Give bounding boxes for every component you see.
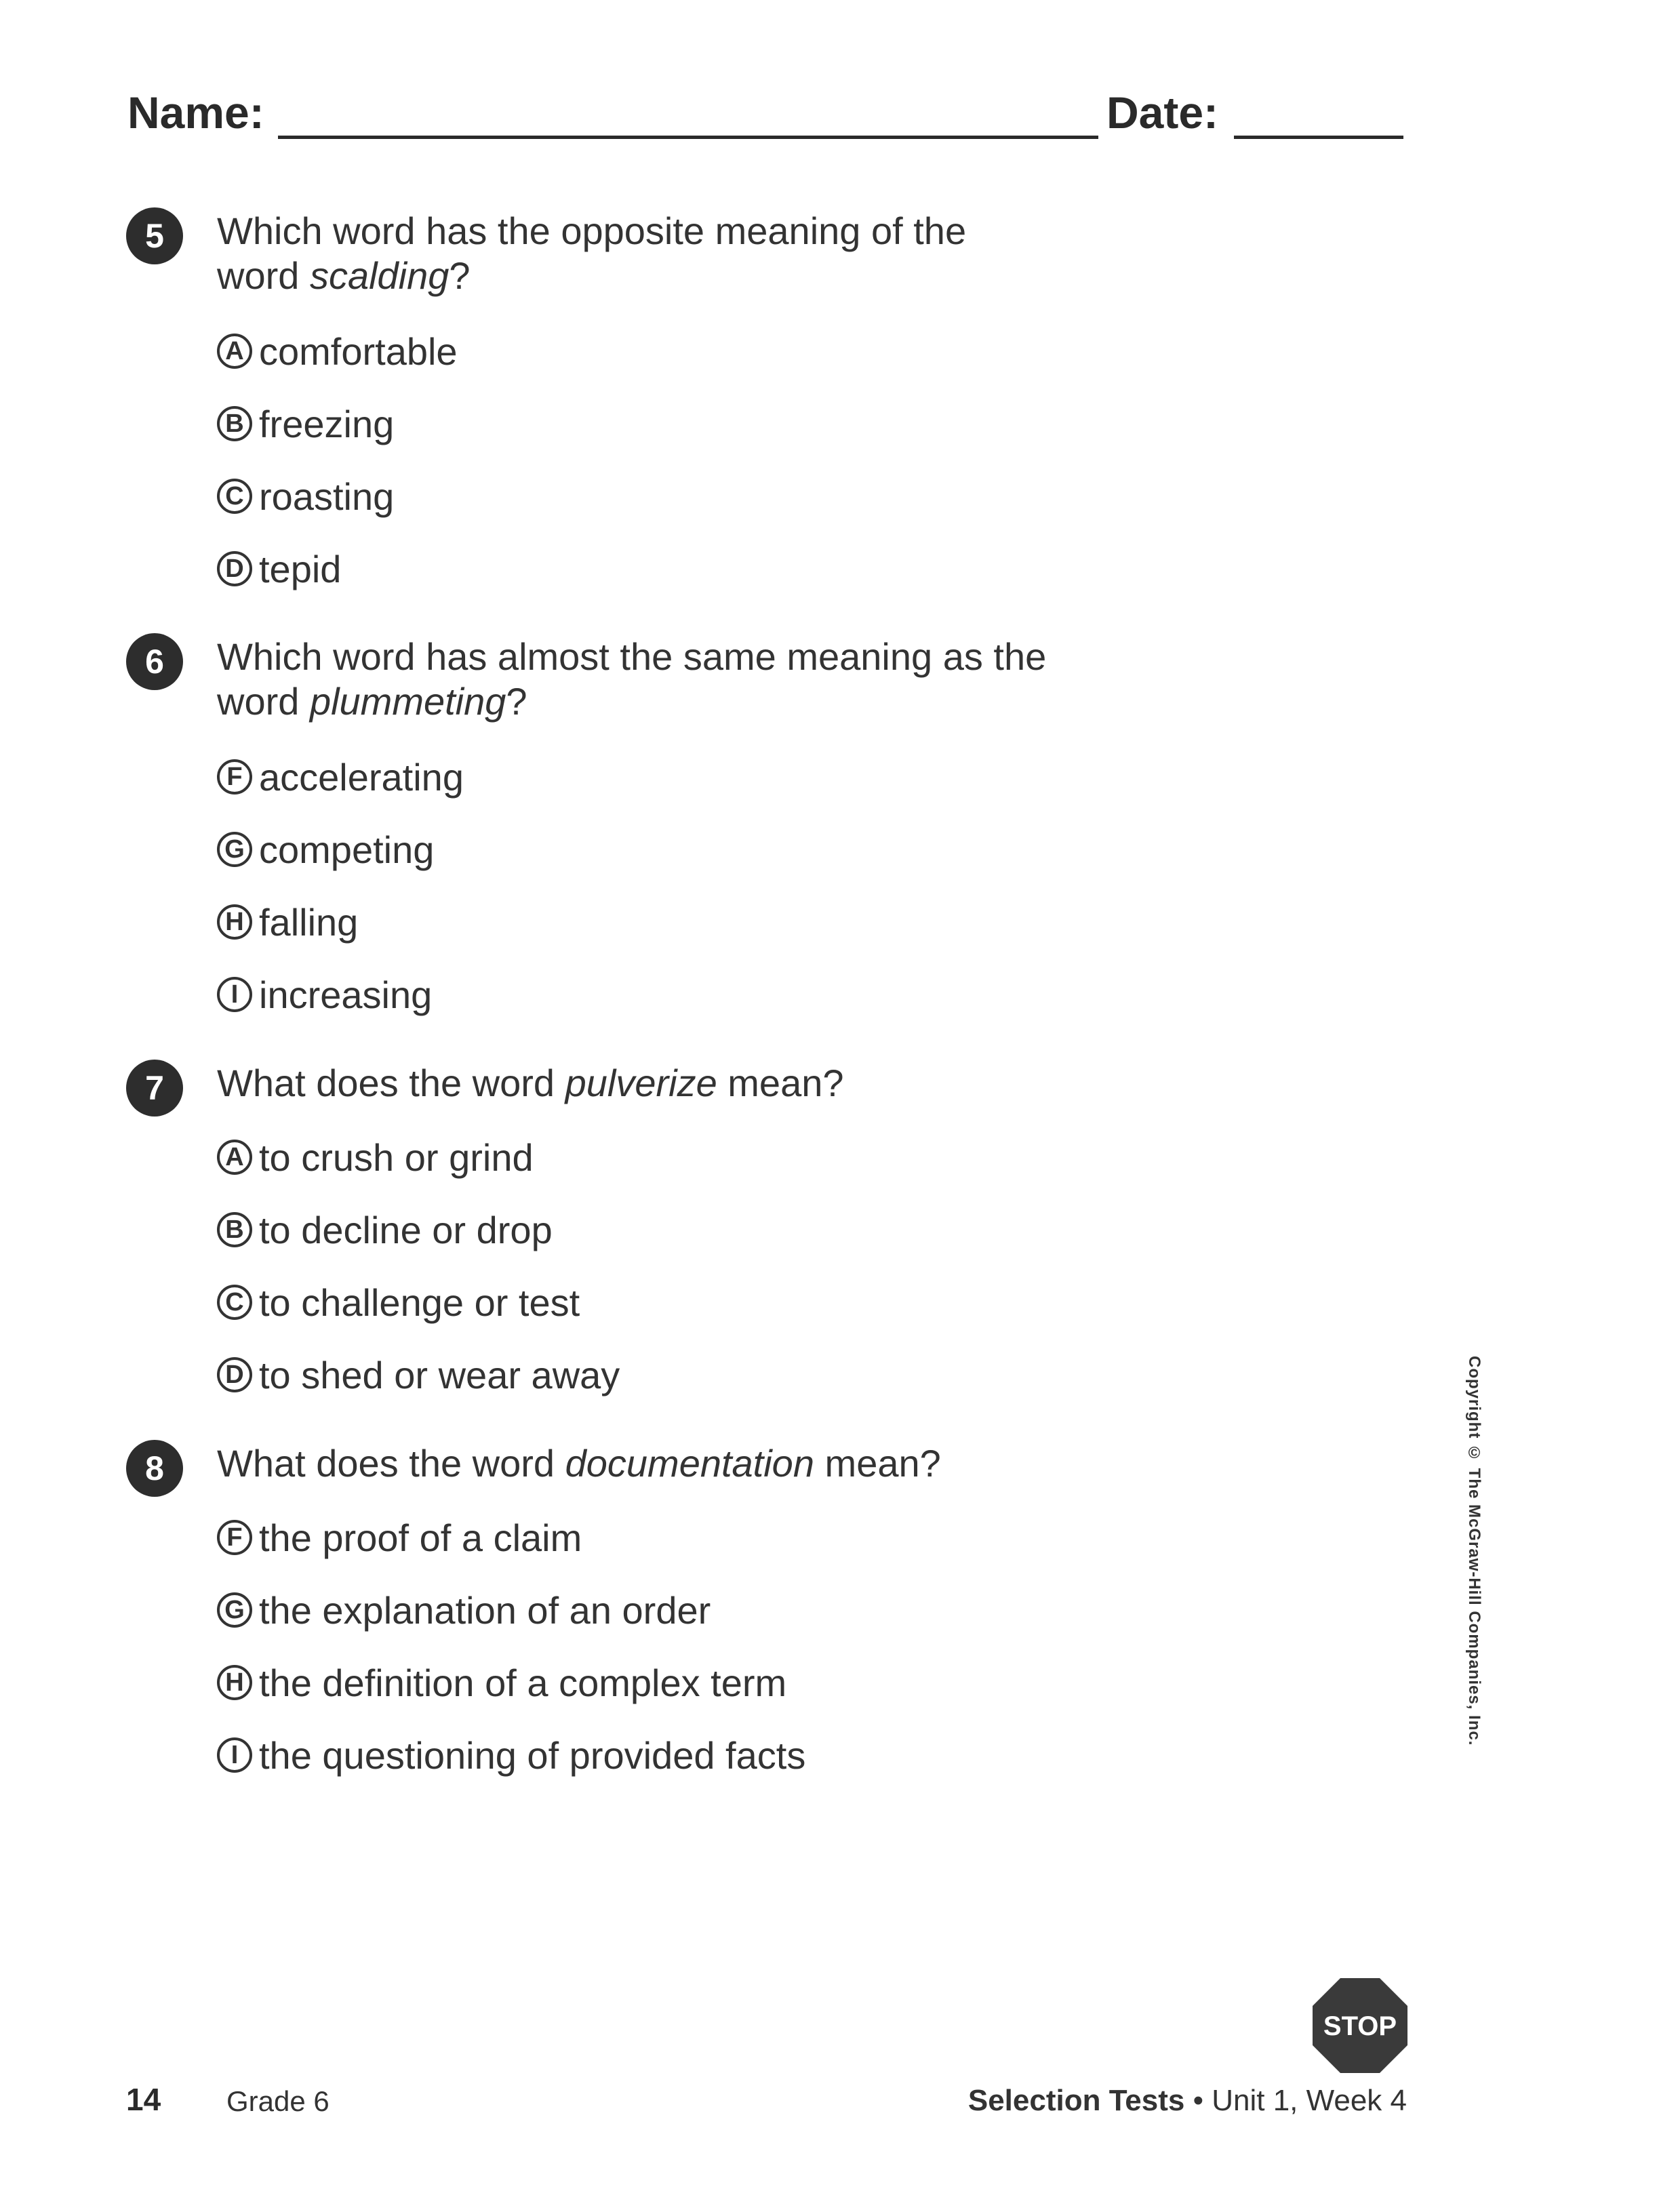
answer-option[interactable]: [217, 1510, 582, 1565]
answer-option[interactable]: [217, 324, 458, 378]
answer-bubble[interactable]: B: [217, 1212, 252, 1247]
answer-bubble[interactable]: I: [217, 1737, 252, 1773]
answer-option[interactable]: [217, 1348, 620, 1402]
answer-text: to crush or grind: [259, 1135, 534, 1179]
name-label: Name:: [127, 87, 264, 138]
question-number-badge: 5: [126, 207, 183, 264]
answer-text: the questioning of provided facts: [259, 1733, 806, 1777]
answer-bubble[interactable]: H: [217, 904, 252, 940]
question-number-badge: 8: [126, 1440, 183, 1497]
answer-option[interactable]: [217, 1275, 580, 1329]
answer-option[interactable]: [217, 1203, 553, 1257]
answer-option[interactable]: [217, 1655, 786, 1710]
answer-option[interactable]: [217, 397, 394, 451]
question-number-badge: 7: [126, 1060, 183, 1117]
answer-text: the proof of a claim: [259, 1516, 582, 1559]
answer-text: freezing: [259, 402, 395, 445]
answer-option[interactable]: [217, 750, 464, 804]
answer-option[interactable]: [217, 1130, 534, 1184]
test-section-label: Selection Tests • Unit 1, Week 4: [967, 2084, 1407, 2117]
answer-bubble[interactable]: B: [217, 406, 252, 441]
answer-bubble[interactable]: D: [217, 551, 252, 586]
stop-sign-icon: [1313, 1978, 1407, 2073]
answer-text: the explanation of an order: [259, 1588, 711, 1632]
grade-label: Grade 6: [226, 2085, 329, 2117]
answer-option[interactable]: [217, 967, 432, 1022]
page-footer: [0, 2081, 1678, 2135]
stop-label: STOP: [1323, 2011, 1397, 2041]
date-label: Date:: [1106, 87, 1219, 138]
answer-bubble[interactable]: A: [217, 1140, 252, 1175]
question-text: Which word has the opposite meaning of the word scalding?: [217, 209, 967, 297]
question-keyword: plummeting: [309, 680, 506, 723]
question-text: Which word has almost the same meaning as the word plummeting?: [217, 635, 1047, 723]
question-keyword: scalding: [309, 254, 450, 297]
answer-option[interactable]: [217, 542, 341, 596]
answer-bubble[interactable]: F: [217, 1520, 252, 1555]
question-text: What does the word pulverize mean?: [217, 1062, 844, 1104]
answer-text: tepid: [259, 547, 342, 590]
answer-text: falling: [259, 900, 359, 944]
name-field[interactable]: [278, 136, 1098, 139]
answer-text: to challenge or test: [259, 1281, 580, 1324]
answer-option[interactable]: [217, 895, 358, 949]
copyright-notice: Copyright © The McGraw-Hill Companies, Inc.: [1465, 1356, 1483, 1746]
answer-bubble[interactable]: C: [217, 1285, 252, 1320]
question-keyword: documentation: [565, 1442, 814, 1485]
question-number-badge: 6: [126, 633, 183, 690]
name-date-header: [127, 87, 1416, 152]
answer-bubble[interactable]: G: [217, 832, 252, 867]
answer-text: the definition of a complex term: [259, 1661, 787, 1704]
answer-bubble[interactable]: A: [217, 334, 252, 369]
answer-text: increasing: [259, 973, 433, 1016]
answer-bubble[interactable]: G: [217, 1592, 252, 1628]
question-keyword: pulverize: [565, 1062, 717, 1104]
answer-option[interactable]: [217, 1583, 711, 1637]
question-text: What does the word documentation mean?: [217, 1442, 941, 1485]
answer-option[interactable]: [217, 822, 434, 877]
answer-bubble[interactable]: F: [217, 759, 252, 795]
page-number: 14: [126, 2082, 161, 2117]
date-field[interactable]: [1234, 136, 1403, 139]
answer-text: to decline or drop: [259, 1208, 553, 1251]
answer-text: accelerating: [259, 755, 464, 799]
answer-bubble[interactable]: H: [217, 1665, 252, 1700]
answer-bubble[interactable]: D: [217, 1357, 252, 1392]
answer-text: to shed or wear away: [259, 1353, 620, 1396]
answer-option[interactable]: [217, 1728, 805, 1782]
answer-bubble[interactable]: I: [217, 977, 252, 1012]
answer-option[interactable]: [217, 469, 394, 523]
answer-text: roasting: [259, 475, 395, 518]
answer-text: competing: [259, 828, 435, 871]
answer-bubble[interactable]: C: [217, 479, 252, 514]
answer-text: comfortable: [259, 329, 458, 373]
